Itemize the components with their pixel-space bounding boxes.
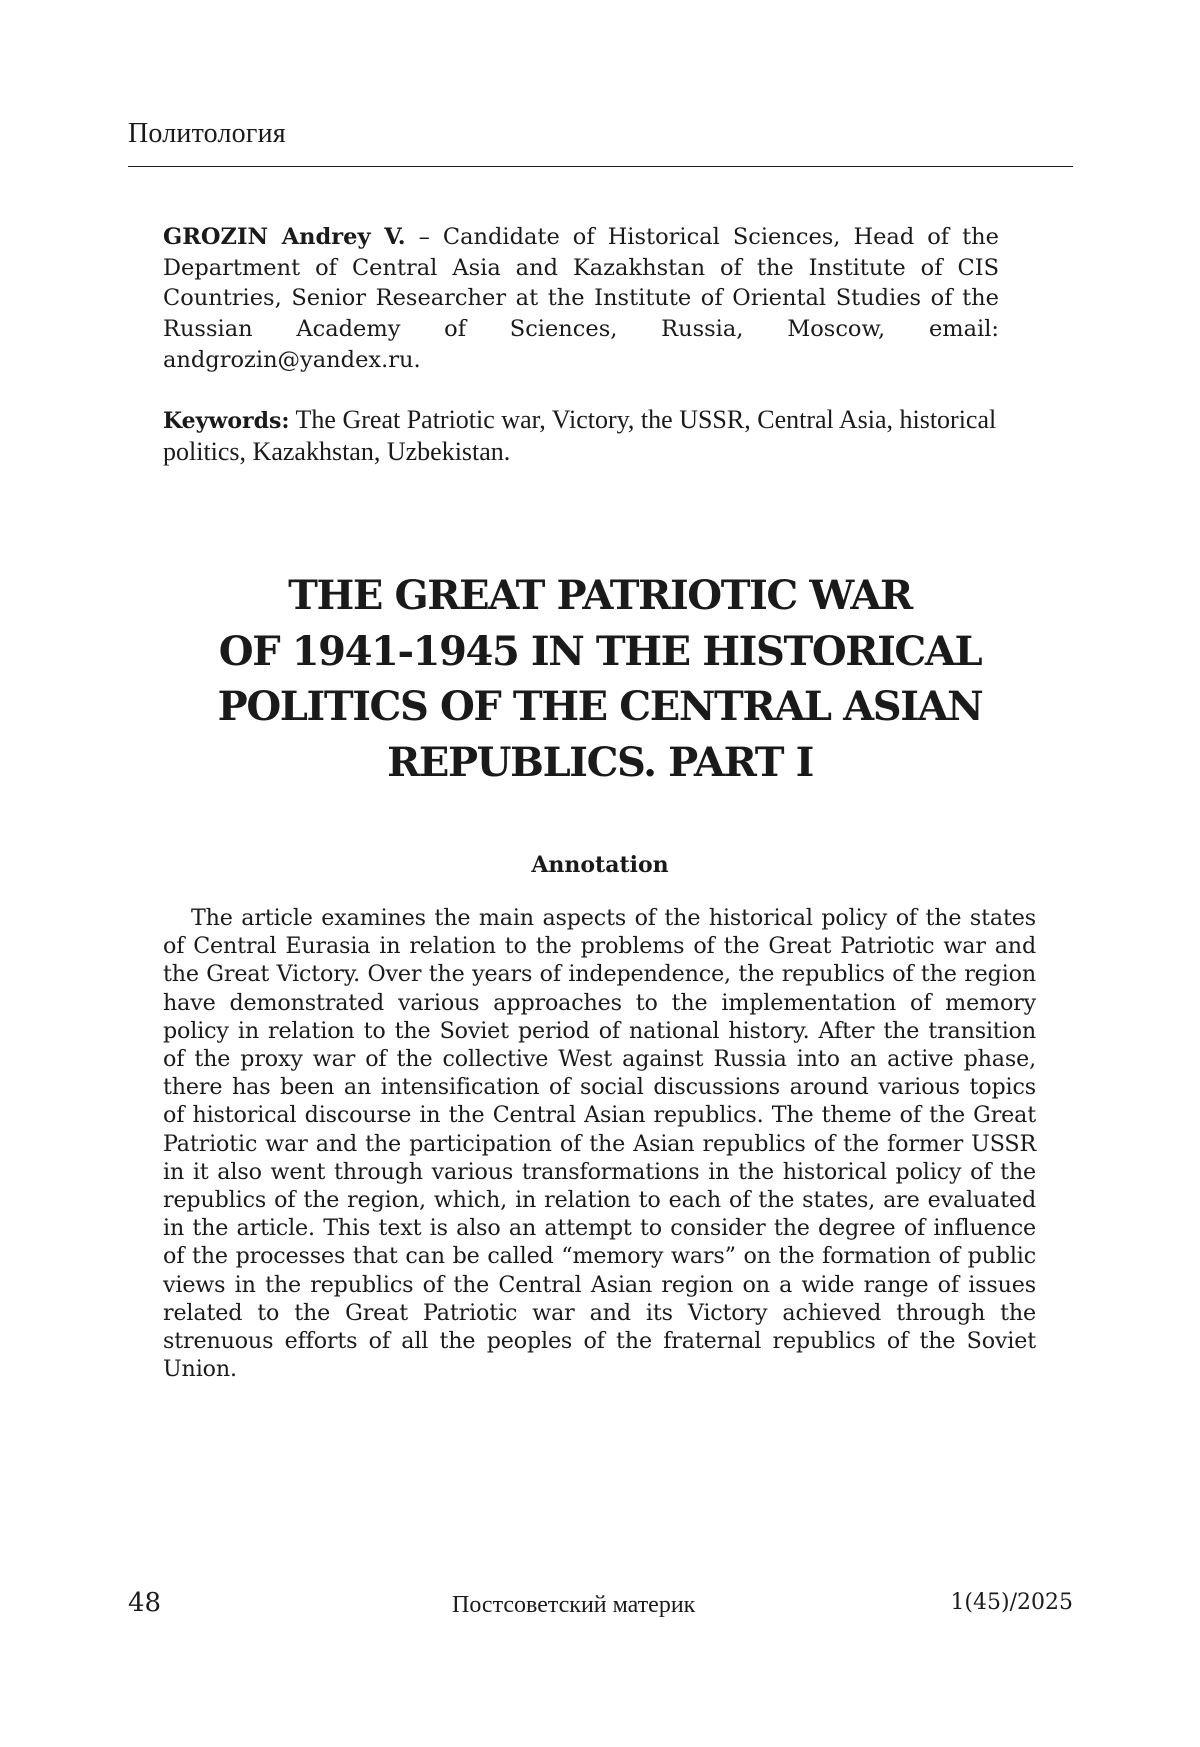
- title-line-3: POLITICS OF THE CENTRAL ASIAN: [217, 683, 983, 730]
- journal-name: Постсоветский материк: [452, 1592, 696, 1618]
- keywords: [163, 405, 999, 467]
- annotation-body: The article examines the main aspects of the historical policy of the states of Central Eurasia in relation to the problems of the Great Patriotic war and the Great Victory. Over the years of independence, the republics of the region have demonstrated various approaches to the implementation of memory policy in relation to the Soviet period of national history. After the transition of the proxy war of the collective West against Russia into an active phase, there has been an intensification of social discussions around various topics of historical discourse in the Central Asian republics. The theme of the Great Patriotic war and the participation of the Asian republics of the former USSR in it also went through various transformations in the historical policy of the republics of the region, which, in relation to each of the states, are evaluated in the article. This text is also an attempt to consider the degree of influence of the processes that can be called “memory wars” on the formation of public views in the republics of the Central Asian region on a wide range of issues related to the Great Patriotic war and its Victory achieved through the strenuous efforts of all the peoples of the fraternal republics of the Soviet Union.: [163, 905, 1036, 1383]
- annotation-heading: Annotation: [531, 852, 669, 878]
- author-name: GROZIN Andrey V.: [163, 224, 406, 250]
- issue-number: 1(45)/2025: [950, 1590, 1073, 1615]
- title-line-1: THE GREAT PATRIOTIC WAR: [288, 572, 912, 619]
- keywords-label: Keywords:: [163, 408, 290, 434]
- keywords-text: The Great Patriotic war, Victory, the USSR, Central Asia, historical politics, Kazakhstan, Uzbekistan.: [163, 405, 997, 466]
- running-head-section: Политология: [128, 118, 286, 149]
- title-line-4: REPUBLICS. PART I: [387, 738, 813, 786]
- article-title: [163, 568, 1037, 790]
- author-info: [163, 222, 999, 376]
- page-number: 48: [128, 1588, 162, 1618]
- header-divider: [128, 166, 1073, 167]
- author-description: – Candidate of Historical Sciences, Head of the Department of Central Asia and Kazakhstan of the Institute of CIS Countries, Senior Researcher at the Institute of Oriental Studies of the Russian Academy of Sciences, Russia, Moscow, email: andgrozin@yandex.ru.: [163, 224, 999, 373]
- title-line-2: OF 1941-1945 IN THE HISTORICAL: [218, 627, 982, 675]
